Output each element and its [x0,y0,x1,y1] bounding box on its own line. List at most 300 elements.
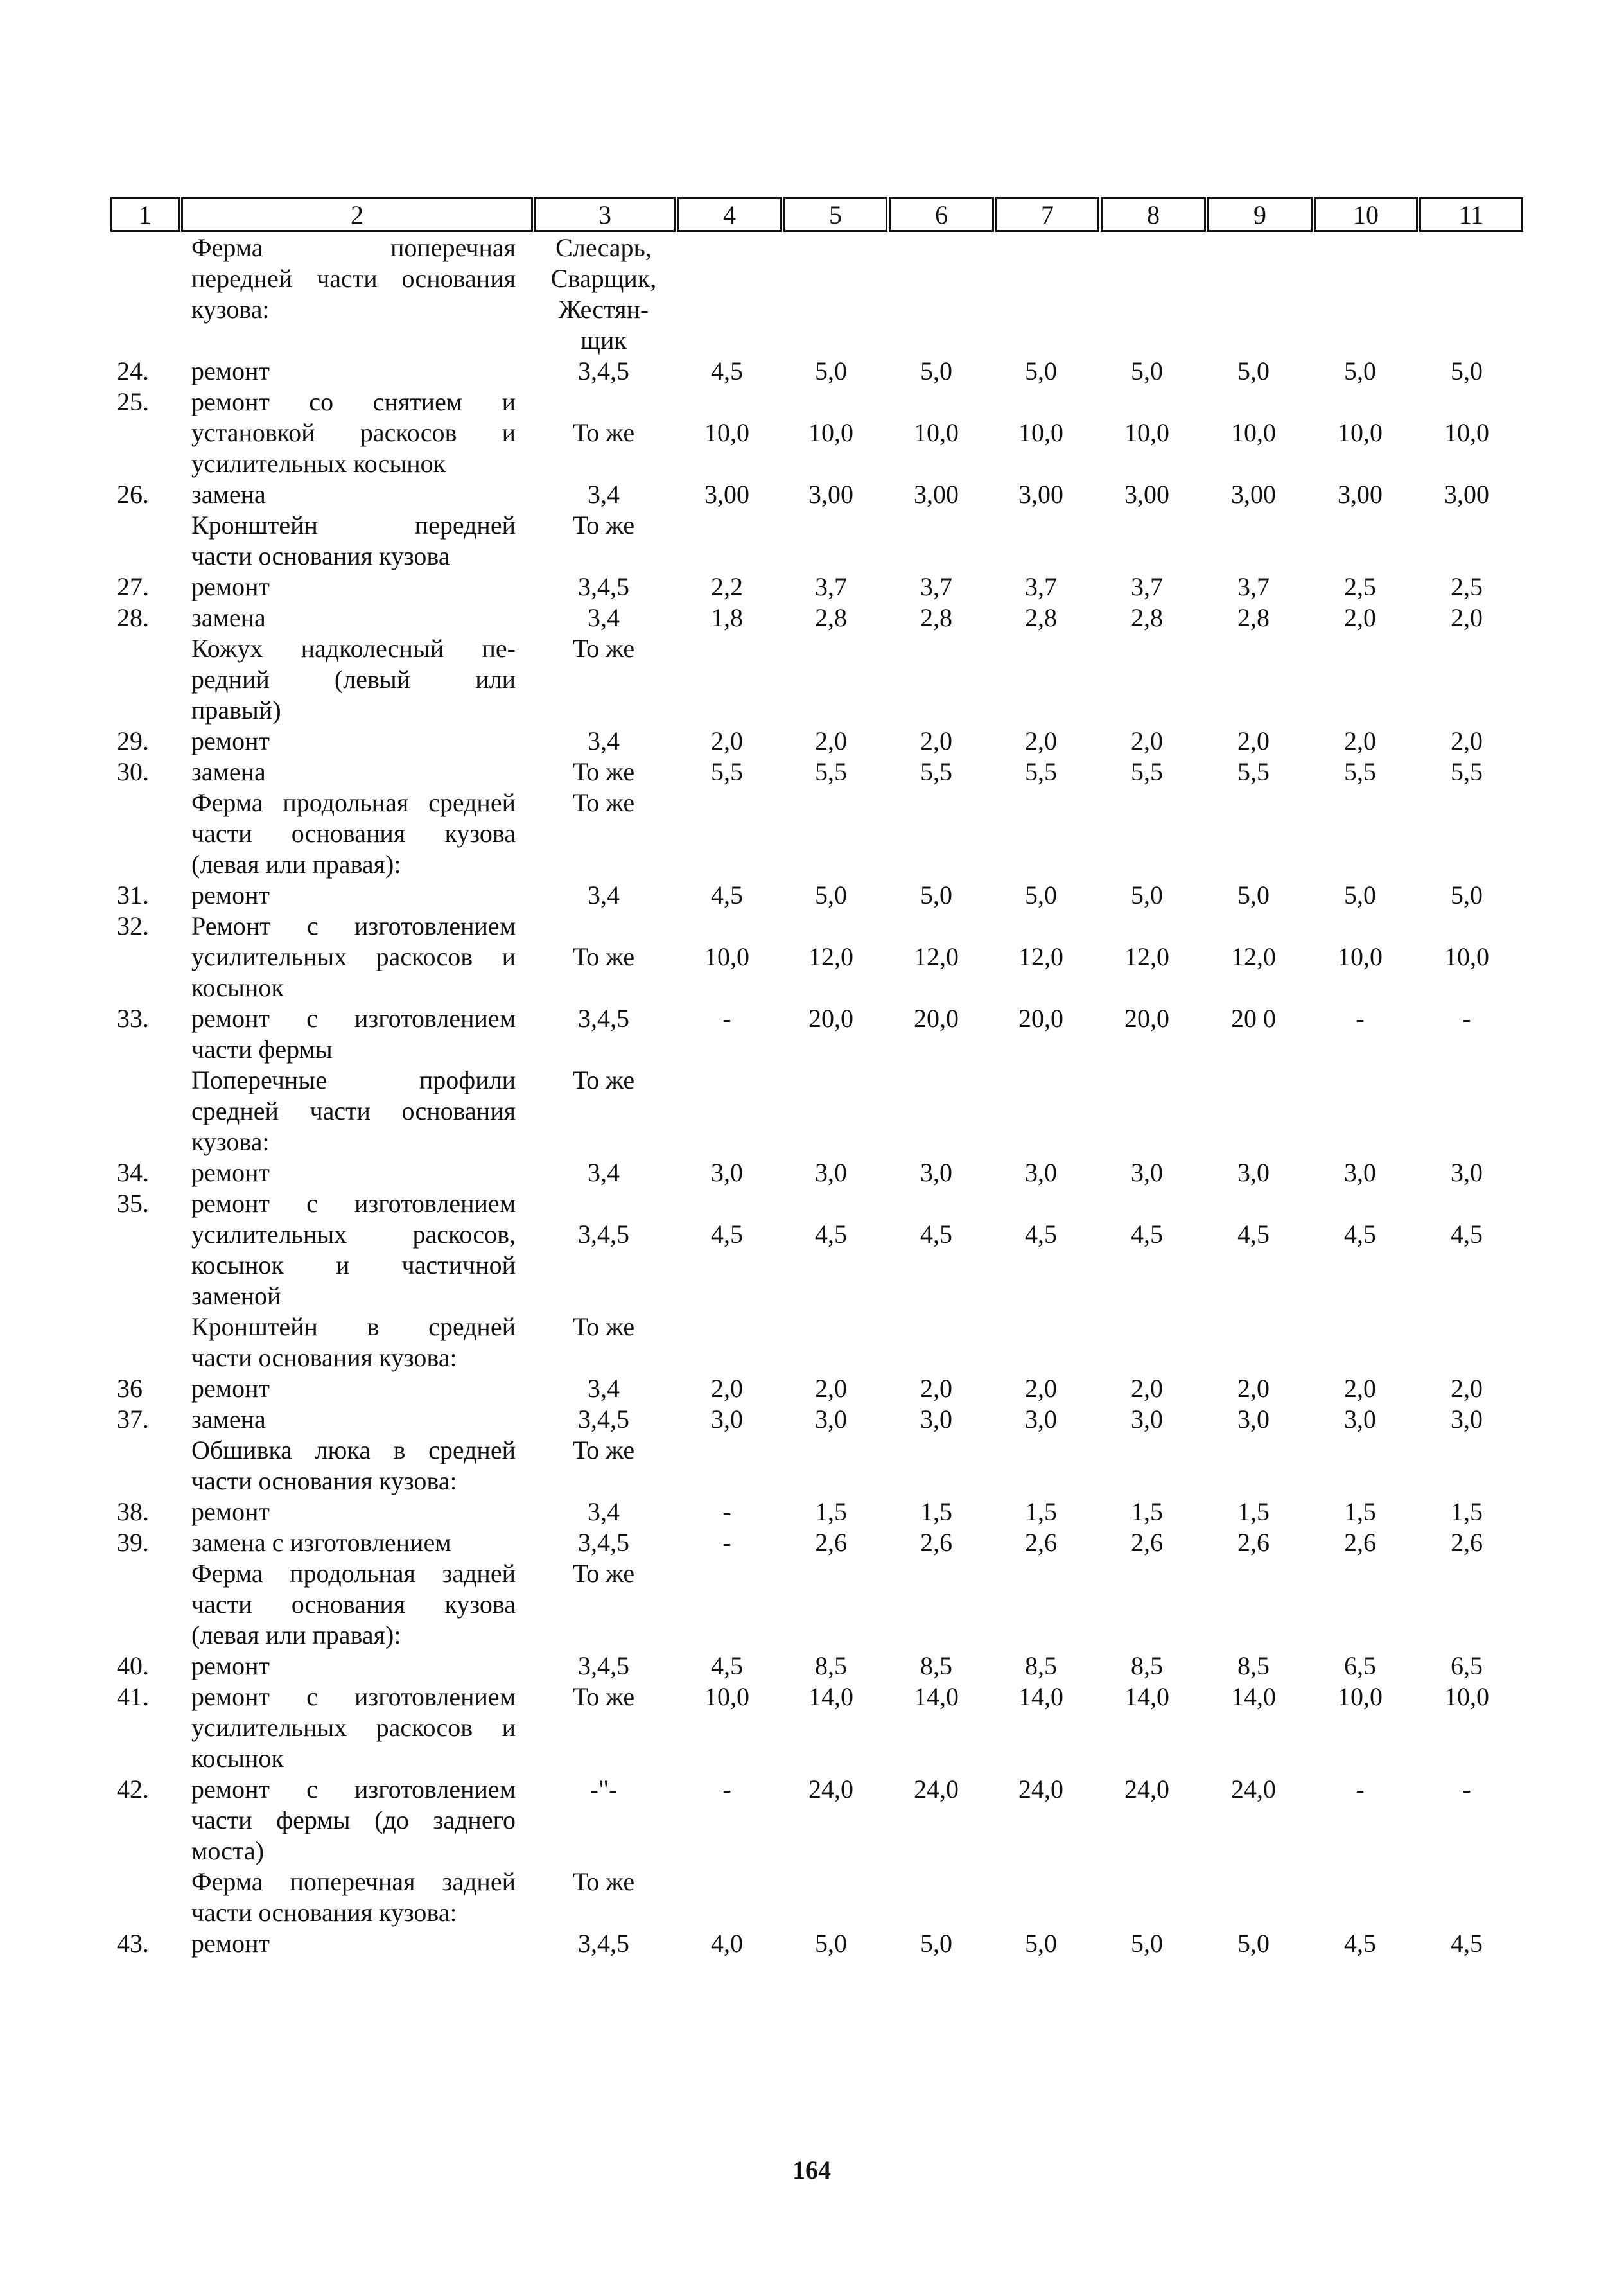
value-cell-col-10: 10,0 [1338,942,1383,971]
value-cell-col-9: 1,5 [1237,1497,1270,1526]
table-row [0,233,1624,356]
value-cell-col-5: 14,0 [808,1682,853,1711]
value-cell-col-7: 12,0 [1018,942,1063,971]
value-cell-col-8: 12,0 [1124,942,1169,971]
value-cell-col-4: 4,5 [711,356,743,385]
row-description [191,1373,516,1404]
description-line: кузова: [191,295,270,324]
value-cell-col-8: 1,5 [1131,1497,1163,1526]
row-number: 31. [117,881,149,909]
value-cell-col-9: 3,0 [1237,1158,1270,1187]
worker-line [539,1188,668,1219]
value-cell-col-11: 10,0 [1444,418,1489,447]
value-cell-col-9: 2,8 [1237,603,1270,632]
description-line: Ферма поперечная задней [191,1867,516,1896]
value-cell-col-4: - [722,1004,731,1033]
value-cell-col-6: 3,7 [920,572,952,601]
value-cell-col-8: 3,7 [1131,572,1163,601]
value-cell-col-8: 10,0 [1124,418,1169,447]
table-row [0,633,1624,726]
row-worker [539,787,668,818]
worker-line: щик [581,326,627,355]
row-description [191,510,516,572]
description-line: Кронштейн передней [191,511,516,540]
value-cell-col-11: 2,6 [1451,1528,1483,1557]
value-cell-col-10: 2,0 [1344,603,1376,632]
description-line: заменой [191,1281,281,1310]
description-line: усилительных косынок [191,449,446,478]
description-line: ремонт с изготовлением [191,1004,516,1033]
row-number: 37. [117,1405,149,1434]
row-worker [539,1312,668,1342]
value-cell-col-10: 3,00 [1338,480,1383,509]
table-row [0,1867,1624,1928]
table-row [0,387,1624,479]
description-line: Поперечные профили [191,1066,516,1094]
row-number: 28. [117,603,149,632]
value-cell-col-10: 10,0 [1338,1682,1383,1711]
row-number: 27. [117,572,149,601]
value-cell-col-9: 12,0 [1231,942,1276,971]
value-cell-col-6: 5,0 [920,881,952,909]
value-cell-col-7: 2,6 [1025,1528,1057,1557]
row-worker [539,1435,668,1466]
description-line: ремонт [191,1158,270,1187]
worker-line: 3,4 [588,603,620,632]
value-cell-col-7: 5,0 [1025,356,1057,385]
row-number: 38. [117,1497,149,1526]
value-cell-col-8: 4,5 [1131,1220,1163,1249]
description-line: усилительных раскосов и [191,942,516,971]
description-line: установкой раскосов и [191,418,516,447]
description-line: ремонт с изготовлением [191,1775,516,1804]
header-cell-6: 6 [889,197,994,232]
row-worker [539,387,668,448]
row-description [191,1867,516,1928]
value-cell-col-7: 5,0 [1025,1929,1057,1958]
value-cell-col-5: 2,0 [815,726,847,755]
row-worker [539,233,668,356]
value-cell-col-7: 20,0 [1018,1004,1063,1033]
description-line: Ферма продольная задней [191,1559,516,1588]
worker-line: Жестян- [558,295,649,324]
value-cell-col-6: 2,6 [920,1528,952,1557]
value-cell-col-10: 3,0 [1344,1405,1376,1434]
table-row [0,1157,1624,1188]
row-description [191,757,516,787]
value-cell-col-6: 3,0 [920,1405,952,1434]
value-cell-col-6: 4,5 [920,1220,952,1249]
header-cell-1: 1 [110,197,180,232]
value-cell-col-5: 3,00 [808,480,853,509]
table-row [0,1435,1624,1497]
row-description [191,602,516,633]
value-cell-col-5: 24,0 [808,1775,853,1804]
value-cell-col-10: 2,0 [1344,726,1376,755]
value-cell-col-4: 2,0 [711,1374,743,1403]
description-line: усилительных раскосов и [191,1713,516,1742]
table-row [0,356,1624,387]
table-row [0,1651,1624,1682]
row-number: 36 [117,1374,143,1403]
value-cell-col-9: 14,0 [1231,1682,1276,1711]
row-description [191,1065,516,1157]
row-description [191,1682,516,1774]
value-cell-col-4: 4,5 [711,1220,743,1249]
row-worker [539,880,668,911]
row-worker [539,633,668,664]
description-line: ремонт [191,1651,270,1680]
table-row [0,1003,1624,1065]
value-cell-col-6: 12,0 [914,942,959,971]
row-worker [539,356,668,387]
value-cell-col-7: 1,5 [1025,1497,1057,1526]
value-cell-col-11: 2,0 [1451,726,1483,755]
table-row [0,757,1624,787]
row-worker [539,602,668,633]
worker-line: То же [572,1559,635,1588]
description-line: моста) [191,1836,265,1865]
value-cell-col-5: 2,0 [815,1374,847,1403]
value-cell-col-7: 24,0 [1018,1775,1063,1804]
value-cell-col-5: 2,6 [815,1528,847,1557]
value-cell-col-9: 5,5 [1237,757,1270,786]
value-cell-col-8: 5,0 [1131,881,1163,909]
value-cell-col-7: 2,0 [1025,726,1057,755]
worker-line: 3,4 [588,1158,620,1187]
row-number: 32. [117,911,149,940]
value-cell-col-11: 5,5 [1451,757,1483,786]
worker-line: То же [572,511,635,540]
row-worker [539,1651,668,1682]
worker-line: 3,4 [588,881,620,909]
description-line: Кронштейн в средней [191,1312,516,1341]
value-cell-col-6: 5,0 [920,356,952,385]
row-description [191,787,516,880]
worker-line: 3,4,5 [578,356,629,385]
worker-line: 3,4 [588,1374,620,1403]
header-cell-10: 10 [1314,197,1418,232]
description-line: ремонт с изготовлением [191,1682,516,1711]
row-description [191,633,516,726]
value-cell-col-10: 3,0 [1344,1158,1376,1187]
row-description [191,479,516,510]
value-cell-col-7: 10,0 [1018,418,1063,447]
description-line: Ферма поперечная [191,233,516,262]
value-cell-col-4: - [722,1528,731,1557]
table-row [0,1404,1624,1435]
value-cell-col-11: 3,00 [1444,480,1489,509]
value-cell-col-6: 20,0 [914,1004,959,1033]
table-row [0,510,1624,572]
table-row [0,1682,1624,1774]
description-line: части основания кузова: [191,1466,457,1495]
worker-line: То же [572,1312,635,1341]
description-line: редний (левый или [191,665,516,694]
worker-line: Сварщик, [550,264,657,293]
row-description [191,1651,516,1682]
worker-line: То же [572,1867,635,1896]
description-line: ремонт [191,572,270,601]
row-worker [539,572,668,602]
table-row [0,1065,1624,1157]
value-cell-col-11: 3,0 [1451,1158,1483,1187]
row-worker [539,1003,668,1034]
value-cell-col-6: 24,0 [914,1775,959,1804]
row-description [191,1404,516,1435]
value-cell-col-9: 3,0 [1237,1405,1270,1434]
description-line: Ферма продольная средней [191,788,516,817]
worker-line: 3,4,5 [578,1405,629,1434]
description-line: замена [191,603,266,632]
row-worker [539,1527,668,1558]
value-cell-col-9: 5,0 [1237,356,1270,385]
worker-line: То же [572,418,635,447]
row-worker [539,479,668,510]
description-line: передней части основания [191,264,516,293]
value-cell-col-8: 24,0 [1124,1775,1169,1804]
value-cell-col-8: 14,0 [1124,1682,1169,1711]
table-row [0,1312,1624,1373]
value-cell-col-9: 2,6 [1237,1528,1270,1557]
row-description [191,572,516,602]
row-worker [539,1558,668,1589]
value-cell-col-10: 4,5 [1344,1929,1376,1958]
value-cell-col-6: 5,5 [920,757,952,786]
description-line: ремонт [191,356,270,385]
header-cell-11: 11 [1419,197,1523,232]
value-cell-col-7: 2,8 [1025,603,1057,632]
value-cell-col-6: 3,0 [920,1158,952,1187]
value-cell-col-10: 2,6 [1344,1528,1376,1557]
worker-line: -"- [589,1775,618,1804]
value-cell-col-5: 5,0 [815,1929,847,1958]
table-row [0,1188,1624,1312]
value-cell-col-7: 14,0 [1018,1682,1063,1711]
value-cell-col-9: 2,0 [1237,726,1270,755]
value-cell-col-4: 3,0 [711,1158,743,1187]
row-description [191,1188,516,1312]
row-worker [539,911,668,972]
row-number: 34. [117,1158,149,1187]
value-cell-col-11: 10,0 [1444,1682,1489,1711]
row-worker [539,1188,668,1250]
worker-line: То же [572,1436,635,1464]
row-worker [539,1497,668,1527]
header-cell-3: 3 [534,197,676,232]
worker-line [539,911,668,942]
value-cell-col-9: 5,0 [1237,1929,1270,1958]
value-cell-col-8: 3,0 [1131,1405,1163,1434]
description-line: части основания кузова [191,541,450,570]
value-cell-col-9: 20 0 [1231,1004,1276,1033]
worker-line: То же [572,1682,635,1711]
row-number: 25. [117,387,149,416]
table-row [0,1774,1624,1867]
value-cell-col-11: 6,5 [1451,1651,1483,1680]
worker-line: 3,4 [588,1497,620,1526]
row-number: 39. [117,1528,149,1557]
value-cell-col-6: 10,0 [914,418,959,447]
value-cell-col-9: 5,0 [1237,881,1270,909]
value-cell-col-11: 2,5 [1451,572,1483,601]
worker-line: То же [572,634,635,663]
description-line: части фермы (до заднего [191,1805,516,1834]
row-worker [539,726,668,757]
row-description [191,726,516,757]
table-row [0,1928,1624,1959]
value-cell-col-9: 3,7 [1237,572,1270,601]
value-cell-col-4: 3,00 [704,480,749,509]
header-cell-5: 5 [783,197,887,232]
description-line: части основания кузова [191,1590,516,1619]
value-cell-col-11: - [1462,1775,1471,1804]
value-cell-col-7: 4,5 [1025,1220,1057,1249]
row-worker [539,1867,668,1897]
value-cell-col-7: 5,0 [1025,881,1057,909]
description-line: замена [191,480,266,509]
table-row [0,1527,1624,1558]
worker-line [539,387,668,417]
description-line: ремонт [191,881,270,909]
row-number: 42. [117,1775,149,1804]
value-cell-col-5: 20,0 [808,1004,853,1033]
description-line: части основания кузова [191,819,516,848]
header-cell-8: 8 [1101,197,1206,232]
value-cell-col-10: - [1356,1775,1365,1804]
value-cell-col-7: 2,0 [1025,1374,1057,1403]
value-cell-col-11: - [1462,1004,1471,1033]
description-line: ремонт со снятием и [191,387,516,416]
row-number: 43. [117,1929,149,1958]
value-cell-col-11: 4,5 [1451,1929,1483,1958]
value-cell-col-10: 5,0 [1344,881,1376,909]
value-cell-col-5: 12,0 [808,942,853,971]
value-cell-col-8: 5,0 [1131,356,1163,385]
value-cell-col-7: 3,7 [1025,572,1057,601]
row-description [191,1558,516,1651]
row-description [191,1774,516,1867]
table-row [0,880,1624,911]
value-cell-col-4: 10,0 [704,1682,749,1711]
value-cell-col-8: 3,00 [1124,480,1169,509]
row-worker [539,1404,668,1435]
description-line: косынок [191,973,284,1002]
value-cell-col-9: 8,5 [1237,1651,1270,1680]
description-line: средней части основания [191,1096,516,1125]
value-cell-col-9: 2,0 [1237,1374,1270,1403]
row-worker [539,1928,668,1959]
row-number: 30. [117,757,149,786]
worker-line: 3,4,5 [578,1929,629,1958]
value-cell-col-8: 2,0 [1131,1374,1163,1403]
value-cell-col-5: 3,0 [815,1405,847,1434]
description-line: правый) [191,696,281,725]
value-cell-col-4: - [722,1775,731,1804]
table-row [0,726,1624,757]
table-row [0,1373,1624,1404]
description-line: замена с изготовлением [191,1528,451,1557]
value-cell-col-7: 3,0 [1025,1158,1057,1187]
description-line: Ремонт с изготовлением [191,911,516,940]
value-cell-col-9: 3,00 [1231,480,1276,509]
row-worker [539,1373,668,1404]
value-cell-col-11: 3,0 [1451,1405,1483,1434]
value-cell-col-5: 5,5 [815,757,847,786]
value-cell-col-5: 3,0 [815,1158,847,1187]
description-line: ремонт [191,1929,270,1958]
value-cell-col-5: 5,0 [815,881,847,909]
value-cell-col-6: 2,0 [920,726,952,755]
row-description [191,356,516,387]
row-description [191,1003,516,1065]
header-cell-4: 4 [677,197,782,232]
row-description [191,880,516,911]
row-number: 24. [117,356,149,385]
header-cell-7: 7 [995,197,1099,232]
row-number: 33. [117,1004,149,1033]
value-cell-col-9: 24,0 [1231,1775,1276,1804]
description-line: части фермы [191,1035,333,1064]
value-cell-col-6: 2,8 [920,603,952,632]
value-cell-col-5: 8,5 [815,1651,847,1680]
worker-line: Слесарь, [555,233,652,262]
value-cell-col-10: 6,5 [1344,1651,1376,1680]
value-cell-col-11: 4,5 [1451,1220,1483,1249]
value-cell-col-4: 2,2 [711,572,743,601]
description-line: косынок и частичной [191,1251,516,1279]
row-description [191,911,516,1003]
value-cell-col-8: 2,8 [1131,603,1163,632]
value-cell-col-5: 5,0 [815,356,847,385]
worker-line: То же [572,1066,635,1094]
value-cell-col-6: 2,0 [920,1374,952,1403]
value-cell-col-11: 5,0 [1451,356,1483,385]
worker-line: То же [572,942,635,971]
value-cell-col-5: 3,7 [815,572,847,601]
value-cell-col-10: 2,0 [1344,1374,1376,1403]
worker-line: 3,4,5 [578,1528,629,1557]
worker-line: 3,4,5 [578,1220,629,1249]
value-cell-col-10: 5,0 [1344,356,1376,385]
description-line: кузова: [191,1127,270,1156]
value-cell-col-9: 4,5 [1237,1220,1270,1249]
worker-line: 3,4 [588,480,620,509]
worker-line: То же [572,757,635,786]
row-description [191,1527,516,1558]
value-cell-col-6: 8,5 [920,1651,952,1680]
row-worker [539,1774,668,1805]
value-cell-col-6: 5,0 [920,1929,952,1958]
value-cell-col-4: 3,0 [711,1405,743,1434]
description-line: Кожух надколесный пе- [191,634,516,663]
table-row [0,787,1624,880]
description-line: ремонт [191,726,270,755]
description-line: ремонт с изготовлением [191,1189,516,1218]
value-cell-col-11: 10,0 [1444,942,1489,971]
row-number: 35. [117,1189,149,1218]
value-cell-col-10: 2,5 [1344,572,1376,601]
description-line: части основания кузова: [191,1343,457,1372]
value-cell-col-4: 1,8 [711,603,743,632]
worker-line: То же [572,788,635,817]
row-number: 29. [117,726,149,755]
row-number: 41. [117,1682,149,1711]
value-cell-col-5: 4,5 [815,1220,847,1249]
value-cell-col-4: 4,5 [711,1651,743,1680]
value-cell-col-7: 3,0 [1025,1405,1057,1434]
row-number: 40. [117,1651,149,1680]
